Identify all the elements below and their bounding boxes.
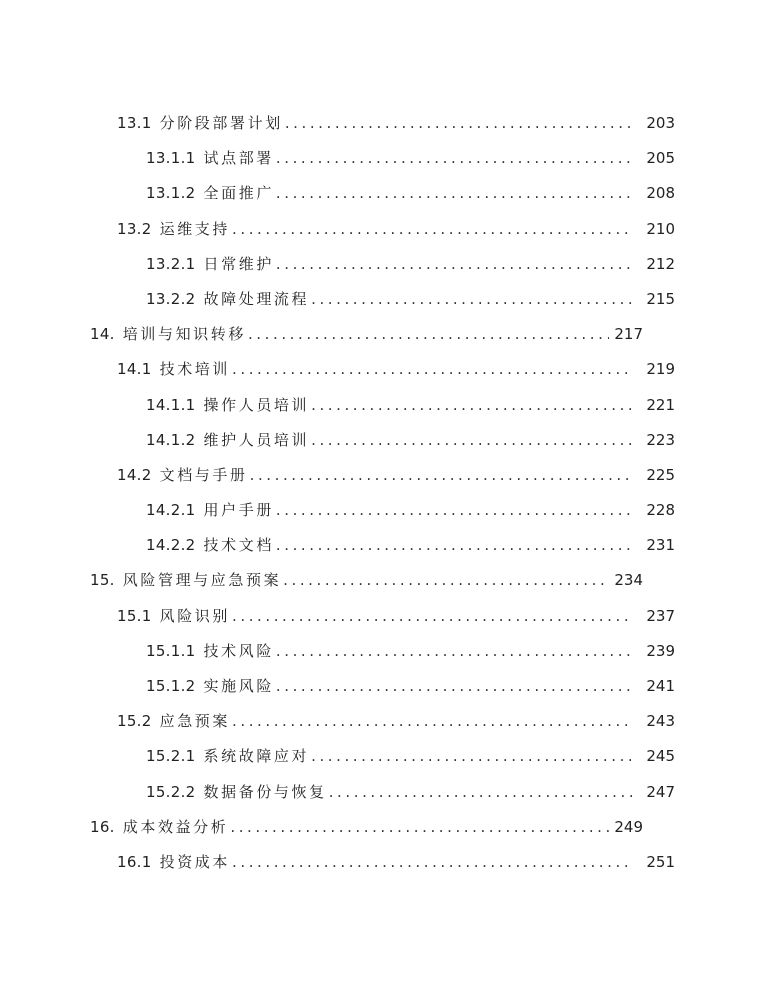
toc-dot-leader	[311, 423, 633, 458]
toc-dot-leader	[232, 599, 633, 634]
toc-entry-title: 风险识别	[159, 606, 231, 625]
toc-dot-leader	[311, 739, 633, 774]
toc-entry-page-number: 237	[646, 606, 675, 625]
toc-entry[interactable]	[0, 810, 765, 845]
toc-dot-leader	[248, 317, 609, 352]
toc-entry[interactable]	[0, 775, 765, 810]
toc-dot-leader	[276, 176, 633, 211]
toc-entry-number: 13.2.1	[146, 254, 196, 273]
toc-entry-title: 维护人员培训	[203, 430, 310, 449]
toc-entry-title: 分阶段部署计划	[159, 114, 283, 132]
toc-entry-title: 培训与知识转移	[122, 325, 246, 344]
toc-dot-leader	[230, 810, 609, 845]
toc-entry-title: 技术风险	[203, 641, 274, 660]
toc-dot-leader	[250, 458, 633, 493]
toc-dot-leader	[232, 704, 633, 739]
toc-entry-number: 16.1	[117, 852, 152, 871]
toc-dot-leader	[276, 634, 633, 669]
toc-entry-number: 15.2.1	[146, 747, 196, 766]
toc-entry-number: 14.	[90, 325, 115, 344]
toc-entry-title: 投资成本	[159, 852, 231, 871]
toc-entry-number: 14.2.1	[146, 501, 196, 520]
toc-entry-page-number: 228	[646, 501, 675, 520]
toc-entry-number: 14.2.2	[146, 536, 196, 555]
toc-entry[interactable]	[0, 423, 765, 458]
toc-entry-page-number: 245	[646, 747, 675, 766]
toc-entry-title: 实施风险	[203, 677, 274, 695]
toc-entry-number: 15.2.2	[146, 782, 196, 801]
toc-dot-leader	[329, 775, 633, 810]
toc-entry-title: 成本效益分析	[122, 817, 229, 836]
toc-entry-page-number: 208	[646, 184, 675, 203]
toc-entry-page-number: 231	[646, 536, 675, 555]
toc-dot-leader	[311, 388, 633, 423]
toc-dot-leader	[276, 247, 633, 282]
toc-entry-number: 13.1	[117, 114, 152, 132]
toc-entry[interactable]	[0, 563, 765, 598]
toc-entry[interactable]	[0, 212, 765, 247]
toc-entry[interactable]	[0, 141, 765, 176]
toc-dot-leader	[283, 563, 609, 598]
toc-entry[interactable]	[0, 634, 765, 669]
toc-entry-page-number: 239	[646, 641, 675, 660]
toc-entry[interactable]	[0, 739, 765, 774]
toc-entry-title: 运维支持	[159, 219, 231, 238]
toc-dot-leader	[232, 352, 633, 387]
toc-entry[interactable]	[0, 282, 765, 317]
toc-entry-page-number: 210	[646, 219, 675, 238]
toc-entry-page-number: 249	[614, 817, 643, 836]
toc-entry-page-number: 203	[646, 114, 675, 132]
toc-entry-title: 操作人员培训	[203, 395, 310, 414]
toc-entry-number: 14.1	[117, 360, 152, 379]
toc-entry[interactable]	[0, 599, 765, 634]
toc-entry-page-number: 225	[646, 465, 675, 484]
toc-entry-number: 13.2	[117, 219, 152, 238]
toc-entry-number: 15.1.2	[146, 677, 196, 695]
toc-entry-page-number: 247	[646, 782, 675, 801]
toc-entry-title: 试点部署	[203, 149, 274, 168]
toc-entry[interactable]	[0, 176, 765, 211]
toc-entry-number: 14.1.1	[146, 395, 196, 414]
toc-entry[interactable]	[0, 669, 765, 704]
toc-entry-page-number: 223	[646, 430, 675, 449]
toc-entry-title: 故障处理流程	[203, 289, 310, 308]
toc-entry-page-number: 221	[646, 395, 675, 414]
toc-dot-leader	[276, 493, 633, 528]
toc-dot-leader	[311, 282, 633, 317]
toc-entry-title: 风险管理与应急预案	[122, 571, 282, 590]
toc-entry-page-number: 234	[614, 571, 643, 590]
toc-entry-title: 技术培训	[159, 360, 231, 379]
toc-dot-leader	[232, 212, 633, 247]
toc-entry-page-number: 215	[646, 289, 675, 308]
toc-entry-page-number: 212	[646, 254, 675, 273]
toc-entry-number: 15.2	[117, 712, 152, 731]
toc-entry-number: 15.	[90, 571, 115, 590]
toc-entry-number: 14.2	[117, 465, 152, 484]
toc-entry-number: 13.1.2	[146, 184, 196, 203]
toc-entry[interactable]	[0, 528, 765, 563]
toc-entry[interactable]	[0, 458, 765, 493]
toc-entry-number: 16.	[90, 817, 115, 836]
toc-entry-number: 15.1.1	[146, 641, 196, 660]
toc-entry-page-number: 251	[646, 852, 675, 871]
toc-entry-title: 系统故障应对	[203, 747, 310, 766]
toc-entry-number: 13.2.2	[146, 289, 196, 308]
toc-entry-number: 14.1.2	[146, 430, 196, 449]
toc-entry[interactable]	[0, 493, 765, 528]
toc-entry[interactable]	[0, 388, 765, 423]
toc-entry-page-number: 241	[646, 677, 675, 695]
toc-entry-number: 13.1.1	[146, 149, 196, 168]
toc-entry-page-number: 243	[646, 712, 675, 731]
toc-entry-title: 用户手册	[203, 501, 274, 520]
toc-dot-leader	[276, 528, 633, 563]
toc-entry[interactable]	[0, 247, 765, 282]
toc-dot-leader	[276, 669, 633, 704]
toc-entry-page-number: 219	[646, 360, 675, 379]
toc-entry-title: 应急预案	[159, 712, 231, 731]
toc-entry[interactable]	[0, 845, 765, 880]
table-of-contents	[0, 106, 765, 880]
toc-entry[interactable]	[0, 704, 765, 739]
toc-entry[interactable]	[0, 317, 765, 352]
toc-entry-page-number: 205	[646, 149, 675, 168]
toc-entry-title: 日常维护	[203, 254, 274, 273]
toc-entry-number: 15.1	[117, 606, 152, 625]
toc-entry-title: 数据备份与恢复	[203, 782, 327, 801]
toc-dot-leader	[232, 845, 633, 880]
toc-entry[interactable]	[0, 106, 765, 141]
toc-dot-leader	[285, 106, 633, 141]
toc-entry-title: 全面推广	[203, 184, 274, 203]
toc-entry-page-number: 217	[614, 325, 643, 344]
toc-entry[interactable]	[0, 352, 765, 387]
toc-entry-title: 技术文档	[203, 536, 274, 555]
toc-dot-leader	[276, 141, 633, 176]
toc-entry-title: 文档与手册	[159, 465, 248, 484]
